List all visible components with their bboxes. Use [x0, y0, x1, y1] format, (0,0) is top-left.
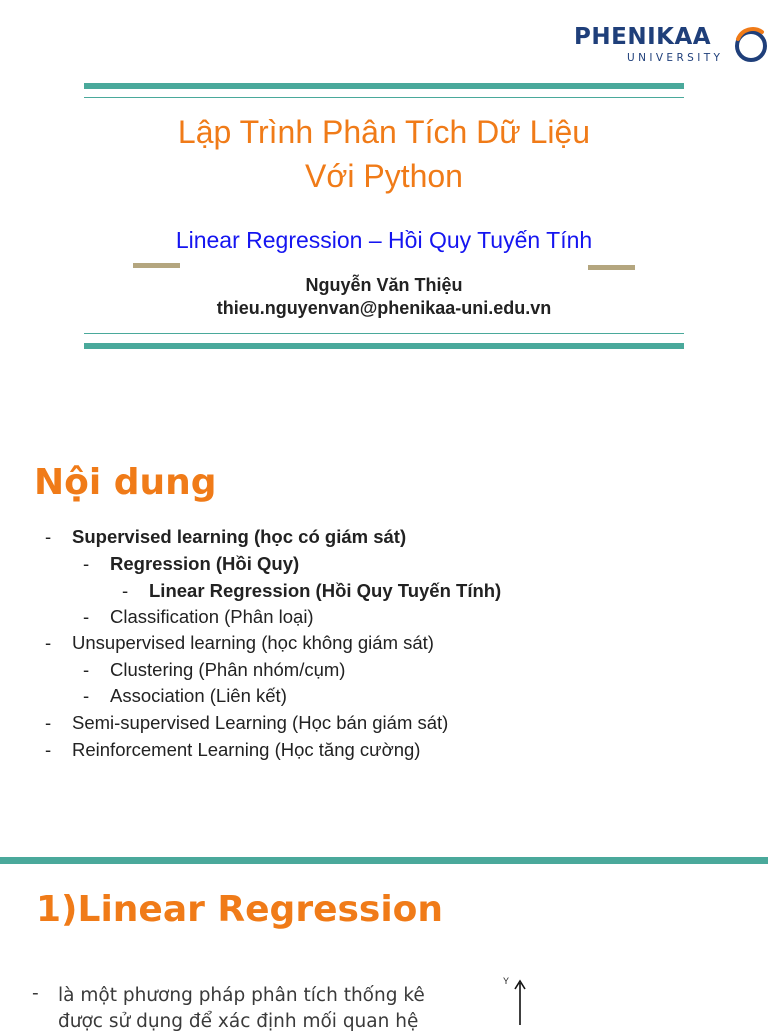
list-dash: -	[122, 580, 129, 601]
list-dash: -	[83, 606, 90, 627]
bottom-rule-thin	[84, 333, 684, 334]
list-item	[83, 685, 287, 707]
phenikaa-logo	[574, 22, 768, 68]
list-item-text: Linear Regression (Hồi Quy Tuyến Tính)	[149, 580, 502, 601]
top-rule-thick	[84, 83, 684, 89]
list-dash: -	[45, 632, 52, 653]
author-name: Nguyễn Văn Thiệu	[305, 275, 463, 295]
accent-bar-right	[588, 265, 635, 270]
list-item	[83, 606, 314, 628]
list-item-text: Clustering (Phân nhóm/cụm)	[110, 659, 346, 680]
section-text-line2: được sử dụng để xác định mối quan hệ	[58, 1011, 419, 1032]
logo-subtitle: UNIVERSITY	[627, 52, 724, 64]
cover-title-line2: Với Python	[305, 158, 463, 194]
list-dash: -	[45, 739, 52, 760]
y-axis-label: Y	[503, 976, 510, 986]
list-dash: -	[83, 553, 90, 574]
list-dash: -	[83, 659, 90, 680]
list-item	[45, 739, 421, 761]
top-rule-thin	[84, 97, 684, 98]
list-item	[45, 526, 407, 548]
logo-wordmark: PHENIKAA	[574, 24, 712, 50]
list-item-text: Regression (Hồi Quy)	[110, 553, 300, 574]
list-item-text: Classification (Phân loại)	[110, 606, 314, 627]
list-item	[122, 580, 502, 602]
slide-divider	[0, 857, 768, 864]
section-text-line1: là một phương pháp phân tích thống kê	[58, 985, 425, 1006]
list-item	[83, 659, 346, 681]
list-item	[45, 632, 434, 654]
logo-ring-icon	[732, 25, 768, 65]
up-arrow-icon	[512, 979, 528, 1025]
section-bullet-dash: -	[32, 983, 39, 1004]
section-heading: 1)Linear Regression	[36, 889, 444, 930]
list-item-text: Supervised learning (học có giám sát)	[72, 526, 407, 547]
list-dash: -	[45, 526, 52, 547]
list-item	[45, 712, 449, 734]
cover-subtitle: Linear Regression – Hồi Quy Tuyến Tính	[175, 227, 593, 253]
list-item	[83, 553, 300, 575]
list-dash: -	[83, 685, 90, 706]
author-email[interactable]: thieu.nguyenvan@phenikaa-uni.edu.vn	[216, 298, 552, 318]
cover-title-line1: Lập Trình Phân Tích Dữ Liệu	[177, 114, 591, 150]
list-item-text: Semi-supervised Learning (Học bán giám sát)	[72, 712, 449, 733]
list-dash: -	[45, 712, 52, 733]
bottom-rule-thick	[84, 343, 684, 349]
list-item-text: Reinforcement Learning (Học tăng cường)	[72, 739, 421, 760]
contents-heading: Nội dung	[34, 462, 217, 503]
list-item-text: Unsupervised learning (học không giám sát)	[72, 632, 434, 653]
list-item-text: Association (Liên kết)	[110, 685, 287, 706]
accent-bar-left	[133, 263, 180, 268]
